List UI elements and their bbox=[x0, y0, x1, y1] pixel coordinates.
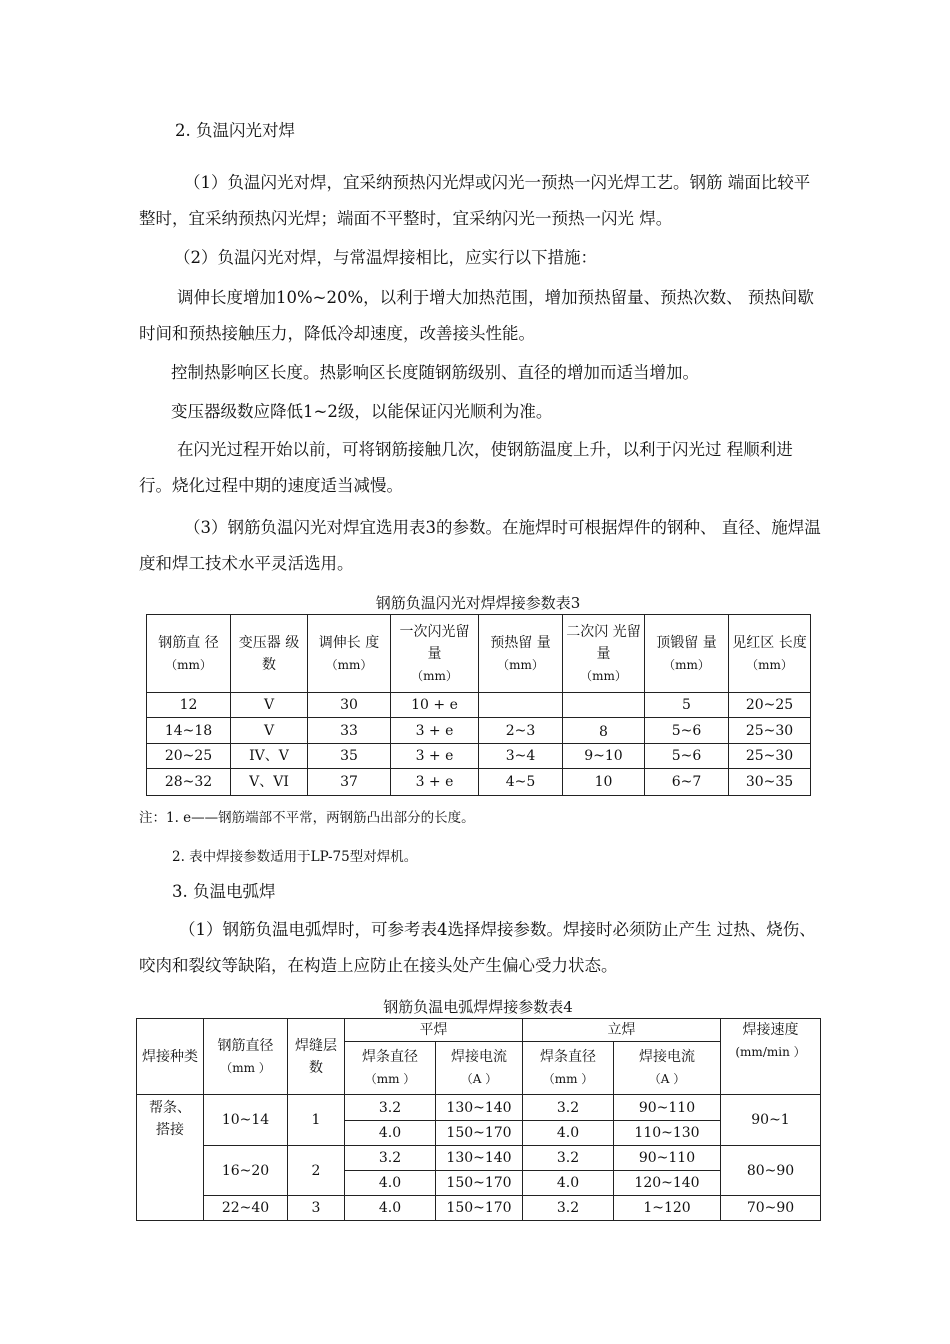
table4-header-cell: 焊条直径 （mm ） bbox=[523, 1042, 614, 1095]
table-cell: 2~3 bbox=[479, 718, 563, 744]
table-cell: 20~25 bbox=[729, 693, 811, 718]
table-cell: 25~30 bbox=[729, 718, 811, 744]
table-cell: 3.2 bbox=[523, 1146, 614, 1171]
table-cell: 130~140 bbox=[436, 1146, 523, 1171]
table3 bbox=[146, 614, 811, 796]
table-cell: IV、V bbox=[231, 744, 308, 769]
table-cell: 28~32 bbox=[147, 769, 231, 796]
table-cell: 4.0 bbox=[523, 1121, 614, 1146]
table-cell: 帮条、搭接 bbox=[137, 1095, 204, 1221]
table-cell: 25~30 bbox=[729, 744, 811, 769]
section-heading-3: 3. 负温电弧焊 bbox=[172, 882, 276, 901]
table-cell: 150~170 bbox=[436, 1171, 523, 1196]
table-cell: 6~7 bbox=[645, 769, 729, 796]
table3-caption: 钢筋负温闪光对焊焊接参数表3 bbox=[375, 594, 581, 612]
table-cell bbox=[563, 693, 645, 718]
table-cell: 30 bbox=[308, 693, 391, 718]
table3-header-cell: 顶锻留 量 （mm） bbox=[645, 615, 729, 693]
table-cell: 22~40 bbox=[204, 1196, 288, 1221]
table-cell: 4.0 bbox=[345, 1171, 436, 1196]
table-cell: 130~140 bbox=[436, 1095, 523, 1121]
table-cell: 90~1 bbox=[721, 1095, 821, 1146]
table-cell: 37 bbox=[308, 769, 391, 796]
table-cell: 90~110 bbox=[614, 1095, 721, 1121]
table-cell: 3 + e bbox=[391, 744, 479, 769]
table-cell: 3.2 bbox=[523, 1095, 614, 1121]
table-cell: 10~14 bbox=[204, 1095, 288, 1146]
paragraph-8: （1）钢筋负温电弧焊时，可参考表4选择焊接参数。焊接时必须防止产生 过热、烧伤、咬肉和裂纹等缺陷，在构造上应防止在接头处产生偏心受力状态。 bbox=[139, 920, 816, 975]
table-row bbox=[147, 769, 811, 796]
table-cell: 150~170 bbox=[436, 1121, 523, 1146]
table4-header-cell: 平焊 bbox=[345, 1019, 523, 1042]
table-cell: 3 + e bbox=[391, 769, 479, 796]
table3-header-cell: 调伸长 度 （mm） bbox=[308, 615, 391, 693]
table4-header-cell: 焊接种类 bbox=[137, 1019, 204, 1095]
table4-header-row bbox=[137, 1019, 821, 1042]
table-cell: V、VI bbox=[231, 769, 308, 796]
table3-header-cell: 预热留 量 （mm） bbox=[479, 615, 563, 693]
paragraph-7: （3）钢筋负温闪光对焊宜选用表3的参数。在施焊时可根据焊件的钢种、 直径、施焊温度和焊工技术水平灵活选用。 bbox=[139, 518, 821, 573]
section-heading-2: 2. 负温闪光对焊 bbox=[175, 121, 295, 140]
table-cell: 8 bbox=[563, 718, 645, 744]
table-cell: 3~4 bbox=[479, 744, 563, 769]
paragraph-3: 调伸长度增加10%~20%，以利于增大加热范围，增加预热留量、预热次数、 预热间歇时间和预热接触压力，降低冷却速度，改善接头性能。 bbox=[139, 288, 814, 343]
table-cell: 30~35 bbox=[729, 769, 811, 796]
table4-header-cell: 焊条直径 （mm ） bbox=[345, 1042, 436, 1095]
table3-header-cell: 钢筋直 径 （mm） bbox=[147, 615, 231, 693]
table4-header-cell: 焊接速度 (mm/min ） bbox=[721, 1019, 821, 1095]
table-row bbox=[147, 744, 811, 769]
table3-header-cell: 一次闪光留量 （mm） bbox=[391, 615, 479, 693]
table4-header-cell: 焊接电流 （A ） bbox=[614, 1042, 721, 1095]
paragraph-5: 变压器级数应降低1~2级，以能保证闪光顺利为准。 bbox=[171, 402, 553, 421]
table-row bbox=[147, 718, 811, 744]
table-cell: 4.0 bbox=[523, 1171, 614, 1196]
table4-header-cell: 焊缝层数 bbox=[288, 1019, 345, 1095]
table-cell: 3.2 bbox=[523, 1196, 614, 1221]
paragraph-4: 控制热影响区长度。热影响区长度随钢筋级别、直径的增加而适当增加。 bbox=[171, 363, 699, 382]
table4-header-cell: 焊接电流 （A ） bbox=[436, 1042, 523, 1095]
table-cell: 3.2 bbox=[345, 1146, 436, 1171]
table-cell: 4.0 bbox=[345, 1121, 436, 1146]
table-cell: 35 bbox=[308, 744, 391, 769]
paragraph-2: （2）负温闪光对焊，与常温焊接相比，应实行以下措施： bbox=[174, 248, 597, 267]
table-cell: 33 bbox=[308, 718, 391, 744]
table-cell: 10 bbox=[563, 769, 645, 796]
table4 bbox=[136, 1018, 821, 1221]
table-cell: 120~140 bbox=[614, 1171, 721, 1196]
table4-caption: 钢筋负温电弧焊焊接参数表4 bbox=[383, 998, 573, 1016]
table-cell: 90~110 bbox=[614, 1146, 721, 1171]
table-cell: 5 bbox=[645, 693, 729, 718]
table-cell: V bbox=[231, 693, 308, 718]
table-cell: 70~90 bbox=[721, 1196, 821, 1221]
table-cell: 5~6 bbox=[645, 718, 729, 744]
table-cell: 1~120 bbox=[614, 1196, 721, 1221]
table3-note-1: 注：1. e——钢筋端部不平常，两钢筋凸出部分的长度。 bbox=[139, 810, 475, 826]
table-cell bbox=[479, 693, 563, 718]
table-cell: 4.0 bbox=[345, 1196, 436, 1221]
paragraph-1: （1）负温闪光对焊，宜采纳预热闪光焊或闪光一预热一闪光焊工艺。钢筋 端面比较平整时，宜采纳预热闪光焊；端面不平整时，宜采纳闪光一预热一闪光 焊。 bbox=[139, 173, 811, 228]
paragraph-6: 在闪光过程开始以前，可将钢筋接触几次，使钢筋温度上升，以利于闪光过 程顺利进行。烧化过程中期的速度适当减慢。 bbox=[139, 440, 793, 495]
table-cell: 14~18 bbox=[147, 718, 231, 744]
table3-header-cell: 变压器 级数 bbox=[231, 615, 308, 693]
table-cell: 1 bbox=[288, 1095, 345, 1146]
table4-header-cell: 立焊 bbox=[523, 1019, 721, 1042]
table3-header-row bbox=[147, 615, 811, 693]
table-row bbox=[137, 1146, 821, 1171]
table-cell: 12 bbox=[147, 693, 231, 718]
table-cell: 3 + e bbox=[391, 718, 479, 744]
table-row bbox=[137, 1196, 821, 1221]
table-cell: 80~90 bbox=[721, 1146, 821, 1196]
table-cell: 3.2 bbox=[345, 1095, 436, 1121]
table3-header-cell: 见红区 长度 （mm） bbox=[729, 615, 811, 693]
table-cell: 16~20 bbox=[204, 1146, 288, 1196]
table3-note-2: 2. 表中焊接参数适用于LP-75型对焊机。 bbox=[172, 849, 418, 865]
table-cell: V bbox=[231, 718, 308, 744]
table-cell: 2 bbox=[288, 1146, 345, 1196]
table-cell: 110~130 bbox=[614, 1121, 721, 1146]
table-cell: 5~6 bbox=[645, 744, 729, 769]
table-cell: 9~10 bbox=[563, 744, 645, 769]
table-cell: 10 + e bbox=[391, 693, 479, 718]
table-cell: 20~25 bbox=[147, 744, 231, 769]
table4-header-cell: 钢筋直径 （mm ） bbox=[204, 1019, 288, 1095]
table3-header-cell: 二次闪 光留量 （mm） bbox=[563, 615, 645, 693]
table-cell: 150~170 bbox=[436, 1196, 523, 1221]
table-row bbox=[137, 1095, 821, 1121]
table-row bbox=[147, 693, 811, 718]
table-cell: 3 bbox=[288, 1196, 345, 1221]
table-cell: 4~5 bbox=[479, 769, 563, 796]
